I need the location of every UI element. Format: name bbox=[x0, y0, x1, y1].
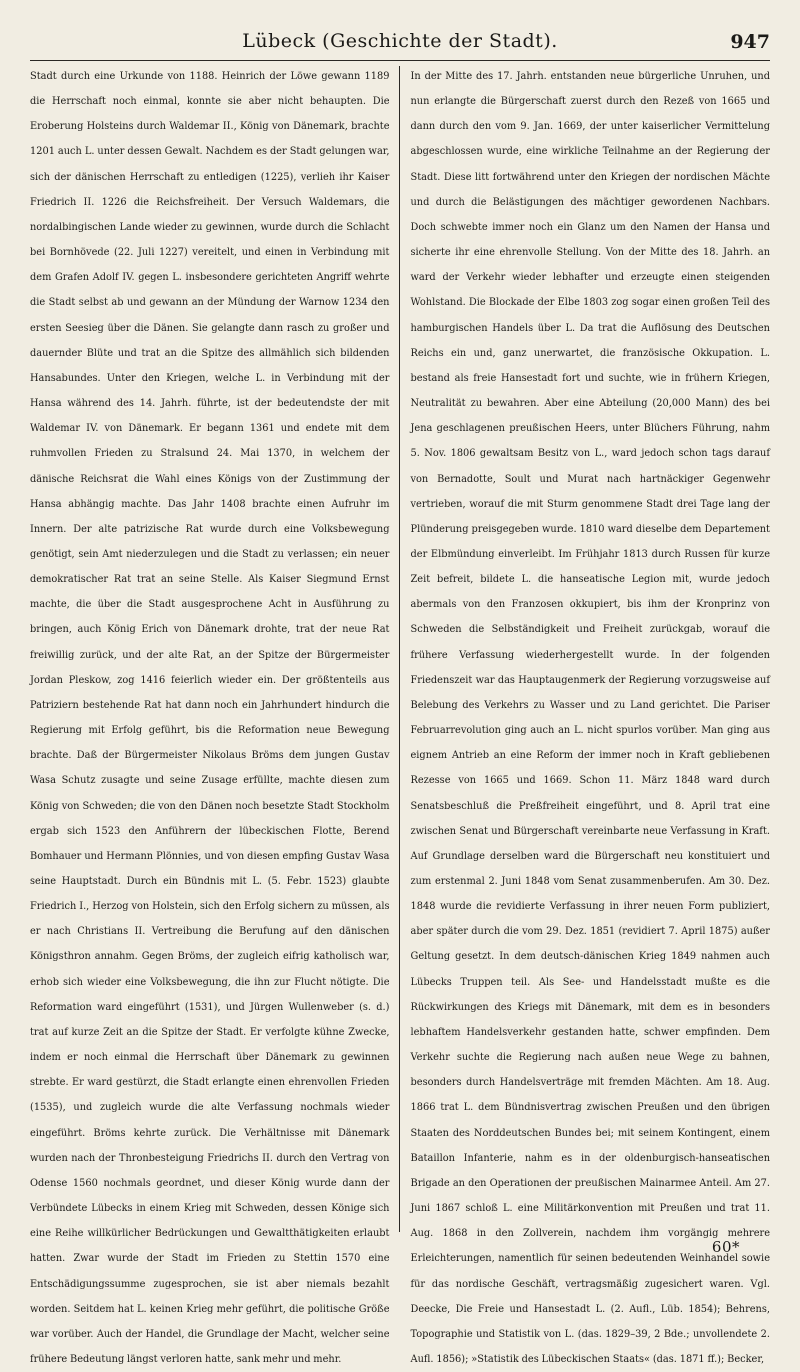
running-head-title: Lübeck (Geschichte der Stadt). bbox=[242, 30, 558, 52]
left-column-text: Stadt durch eine Urkunde von 1188. Heinrich der Löwe gewann 1189 die Herrschaft noch einmal, konnte sie aber nicht behaupten. Die Eroberung Holsteins durch Waldemar II., König von Dänemark, brachte 1201 auch L. unter dessen Gewalt. Nachdem es der Stadt gelungen war, sich der dänischen Herrschaft zu entledigen (1225), verlieh ihr Kaiser Friedrich II. 1226 die Reichsfreiheit. Der Versuch Waldemars, die nordalbingischen Lande wieder zu gewinnen, wurde durch die Schlacht bei Bornhövede (22. Juli 1227) vereitelt, und einen in Verbindung mit dem Grafen Adolf IV. gegen L. insbesondere gerichteten Angriff wehrte die Stadt selbst ab und gewann an der Mündung der Warnow 1234 den ersten Seesieg über die Dänen. Sie gelangte dann rasch zu großer und dauernder Blüte und trat an die Spitze des allmählich sich bildenden Hansabundes. Unter den Kriegen, welche L. in Verbindung mit der Hansa während des 14. Jahrh. führte, ist der bedeutendste der mit Waldemar IV. von Dänemark. Er begann 1361 und endete mit dem ruhmvollen Frieden zu Stralsund 24. Mai 1370, in welchem der dänische Reichsrat die Wahl eines Königs von der Zustimmung der Hansa abhängig machte. Das Jahr 1408 brachte einen Aufruhr im Innern. Der alte patrizische Rat wurde durch eine Volksbewegung genötigt, sein Amt niederzulegen und die Stadt zu verlassen; ein neuer demokratischer Rat trat an seine Stelle. Als Kaiser Siegmund Ernst machte, die über die Stadt ausgesprochene Acht in Ausführung zu bringen, auch König Erich von Dänemark drohte, trat der neue Rat freiwillig zurück, und der alte Rat, an der Spitze der Bürgermeister Jordan Pleskow, zog 1416 feierlich wieder ein. Der größtenteils aus Patriziern bestehende Rat hat dann noch ein Jahrhundert hindurch die Regierung mit Erfolg geführt, bis die Reformation neue Bewegung brachte. Daß der Bürgermeister Nikolaus Bröms dem jungen Gustav Wasa Schutz zusagte und seine Zusage erfüllte, machte diesen zum König von Schweden; die von den Dänen noch besetzte Stadt Stockholm ergab sich 1523 den Anführern der lübeckischen Flotte, Berend Bomhauer und Hermann Plönnies, und von diesen empfing Gustav Wasa seine Hauptstadt. Durch ein Bündnis mit L. (5. Febr. 1523) glaubte Friedrich I., Herzog von Holstein, sich den Erfolg sichern zu müssen, als er nach Christians II. Vertreibung die Berufung auf den dänischen Königsthron annahm. Gegen Bröms, der zugleich eifrig katholisch war, erhob sich wieder eine Volksbewegung, die ihn zur Flucht nötigte. Die Reformation ward eingeführt (1531), und Jürgen Wullenweber (s. d.) trat auf kurze Zeit an die Spitze der Stadt. Er verfolgte kühne Zwecke, indem er noch einmal die Herrschaft über Dänemark zu gewinnen strebte. Er ward gestürzt, die Stadt erlangte einen ehrenvollen Frieden (1535), und zugleich wurde die alte Verfassung nochmals wieder eingeführt. Bröms kehrte zurück. Die Verhältnisse mit Dänemark wurden nach der Thronbesteigung Friedrichs II. durch den Vertrag von Odense 1560 nochmals geordnet, und dieser König wurde dann der Verbündete Lübecks in einem Krieg mit Schweden, dessen Könige sich eine Reihe willkürlicher Bedrückungen und Gewaltthätigkeiten erlaubt hatten. Zwar wurde der Stadt im Frieden zu Stettin 1570 eine Entschädigungssumme zugesprochen, sie ist aber niemals bezahlt worden. Seitdem hat L. keinen Krieg mehr geführt, die politische Größe war vorüber. Auch der Handel, die Grundlage der Macht, welcher seine frühere Bedeutung längst verloren hatte, sank mehr und mehr. bbox=[30, 71, 390, 1365]
sheet-signature: 60* bbox=[711, 1238, 740, 1256]
text-columns bbox=[30, 64, 770, 1365]
running-head bbox=[30, 26, 770, 61]
page-number: 947 bbox=[730, 31, 770, 53]
left-column bbox=[30, 64, 399, 1365]
right-column-text: In der Mitte des 17. Jahrh. entstanden neue bürgerliche Unruhen, und nun erlangte die Bürgerschaft zuerst durch den Rezeß von 1665 und dann durch den vom 9. Jan. 1669, der unter kaiserlicher Vermittelung abgeschlossen wurde, eine wirkliche Teilnahme an der Regierung der Stadt. Diese litt fortwährend unter den Kriegen der nordischen Mächte und durch die Belästigungen des mächtiger gewordenen Nachbars. Doch schwebte immer noch ein Glanz um den Namen der Hansa und sicherte ihr eine ehrenvolle Stellung. Von der Mitte des 18. Jahrh. an ward der Verkehr wieder lebhafter und erzeugte einen steigenden Wohlstand. Die Blockade der Elbe 1803 zog sogar einen großen Teil des hamburgischen Handels über L. Da trat die Auflösung des Deutschen Reichs ein und, ganz unerwartet, die französische Okkupation. L. bestand als freie Hansestadt fort und suchte, wie in frühern Kriegen, Neutralität zu bewahren. Aber eine Abteilung (20,000 Mann) des bei Jena geschlagenen preußischen Heers, unter Blüchers Führung, nahm 5. Nov. 1806 gewaltsam Besitz von L., ward jedoch schon tags darauf von Bernadotte, Soult und Murat nach hartnäckiger Gegenwehr vertrieben, worauf die mit Sturm genommene Stadt drei Tage lang der Plünderung preisgegeben wurde. 1810 ward dieselbe dem Departement der Elbmündung einverleibt. Im Frühjahr 1813 durch Russen für kurze Zeit befreit, bildete L. die hanseatische Legion mit, wurde jedoch abermals von den Franzosen okkupiert, bis ihm der Kronprinz von Schweden die Selbständigkeit und Freiheit zurückgab, worauf die frühere Verfassung wiederhergestellt wurde. In der folgenden Friedenszeit war das Hauptaugenmerk der Regierung vorzugsweise auf Belebung des Verkehrs zu Wasser und zu Land gerichtet. Die Pariser Februarrevolution ging auch an L. nicht spurlos vorüber. Man ging aus eignem Antrieb an eine Reform der immer noch in Kraft gebliebenen Rezesse von 1665 und 1669. Schon 11. März 1848 ward durch Senatsbeschluß die Preßfreiheit eingeführt, und 8. April trat eine zwischen Senat und Bürgerschaft vereinbarte neue Verfassung in Kraft. Auf Grundlage derselben ward die Bürgerschaft neu konstituiert und zum erstenmal 2. Juni 1848 vom Senat zusammenberufen. Am 30. Dez. 1848 wurde die revidierte Verfassung in ihrer neuen Form publiziert, aber später durch die vom 29. Dez. 1851 (revidiert 7. April 1875) außer Geltung gesetzt. In dem deutsch-dänischen Krieg 1849 nahmen auch Lübecks Truppen teil. Als See- und Handelsstadt mußte es die Rückwirkungen des Kriegs mit Dänemark, mit dem es in besonders lebhaftem Handelsverkehr gestanden hatte, schwer empfinden. Dem Verkehr suchte die Regierung nach außen neue Wege zu bahnen, besonders durch Handelsverträge mit fremden Mächten. Am 18. Aug. 1866 trat L. dem Bündnisvertrag zwischen Preußen und den übrigen Staaten des Norddeutschen Bundes bei; mit seinem Kontingent, einem Bataillon Infanterie, nahm es in der oldenburgisch-hanseatischen Brigade an den Operationen der preußischen Mainarmee Anteil. Am 27. Juni 1867 schloß L. eine Militärkonvention mit Preußen und trat 11. Aug. 1868 in den Zollverein, nachdem ihm vorgängig mehrere Erleichterungen, namentlich für seinen bedeutenden Weinhandel sowie für das nordische Geschäft, vertragsmäßig zugesichert waren. Vgl. Deecke, Die Freie und Hansestadt L. (2. Aufl., Lüb. 1854); Behrens, Topographie und Statistik von L. (das. 1829–39, 2 Bde.; unvollendete 2. Aufl. 1856); »Statistik des Lübeckischen Staats« (das. 1871 ff.); Becker, bbox=[410, 71, 770, 1365]
